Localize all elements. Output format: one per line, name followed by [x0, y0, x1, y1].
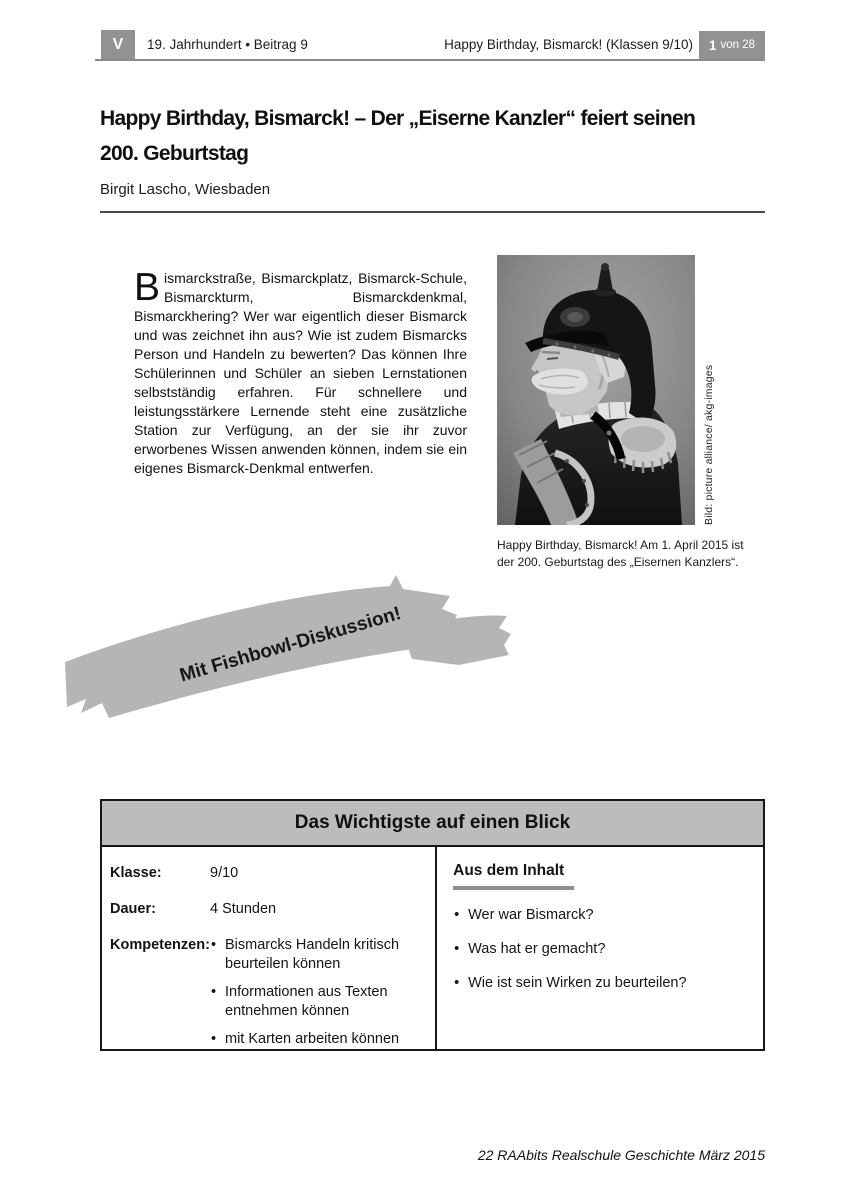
- row-klasse: [110, 864, 425, 883]
- row-dauer: [110, 900, 425, 919]
- overview-title: Das Wichtigste auf einen Blick: [102, 801, 763, 847]
- bismarck-portrait-image: [497, 255, 695, 525]
- header-section-label: 19. Jahrhundert • Beitrag 9: [147, 37, 308, 52]
- page-total: von 28: [720, 39, 756, 51]
- brush-banner: [55, 570, 517, 728]
- title-rule: [100, 211, 765, 213]
- banner-label: Mit Fishbowl-Diskussion!: [177, 603, 404, 687]
- row-kompetenzen: [110, 936, 425, 1058]
- header-rule: [95, 59, 765, 61]
- overview-left-column: [102, 847, 437, 1051]
- footer-imprint: 22 RAAbits Realschule Geschichte März 2015: [477, 1147, 765, 1163]
- page-number-badge: [699, 31, 765, 59]
- header-unit-title: Happy Birthday, Bismarck! (Klassen 9/10): [444, 37, 693, 52]
- klasse-label: Klasse:: [110, 865, 162, 881]
- intro-text: ismarckstraße, Bismarckplatz, Bismarck-Schule, Bismarckturm, Bismarckdenkmal, Bismarckhering? Wer war eigentlich dieser Bismarck und was zeichnet ihn aus? Wie ist zudem Bismarcks Person und Handeln zu bewerten? Das können Ihre Schülerinnen und Schüler an sieben Lernstationen selbstständig erfahren. Für schnellere und leistungsstärkere Lernende steht eine zusätzliche Station zur Verfügung, an der sie ihr zuvor erworbenes Wissen anwenden können, indem sie ein eigenes Bismarck-Denkmal entwerfen.: [134, 270, 467, 476]
- intro-paragraph: [134, 266, 467, 478]
- list-item: • Wer war Bismarck?: [453, 906, 751, 925]
- image-caption: Happy Birthday, Bismarck! Am 1. April 2015 ist der 200. Geburtstag des „Eisernen Kanzlers“.: [497, 538, 744, 569]
- inhalt-list: [453, 906, 751, 993]
- overview-table: [100, 799, 765, 1051]
- dropcap: B: [134, 266, 161, 309]
- klasse-value: 9/10: [210, 865, 239, 881]
- kompetenzen-label: Kompetenzen:: [110, 937, 210, 953]
- inhalt-title: Aus dem Inhalt: [453, 862, 574, 890]
- page-title: [100, 101, 780, 171]
- list-item: • Bismarcks Handeln kritisch beurteilen können: [210, 936, 425, 974]
- list-item: • Informationen aus Texten entnehmen können: [210, 983, 425, 1021]
- page-title-line2: 200. Geburtstag: [100, 142, 249, 165]
- dauer-label: Dauer:: [110, 901, 156, 917]
- dauer-value: 4 Stunden: [210, 901, 277, 917]
- overview-right-column: [437, 847, 763, 1051]
- list-item: • Was hat er gemacht?: [453, 940, 751, 959]
- list-item: • Wie ist sein Wirken zu beurteilen?: [453, 974, 751, 993]
- series-badge: V: [101, 30, 135, 59]
- list-item: • mit Karten arbeiten können: [210, 1030, 425, 1049]
- page-number: 1: [708, 37, 717, 53]
- author-line: Birgit Lascho, Wiesbaden: [100, 181, 271, 198]
- image-credit: Bild: picture alliance/ akg-images: [703, 364, 715, 525]
- kompetenzen-list: [210, 936, 425, 1058]
- page-title-line1: Happy Birthday, Bismarck! – Der „Eiserne Kanzler“ feiert seinen: [100, 107, 696, 130]
